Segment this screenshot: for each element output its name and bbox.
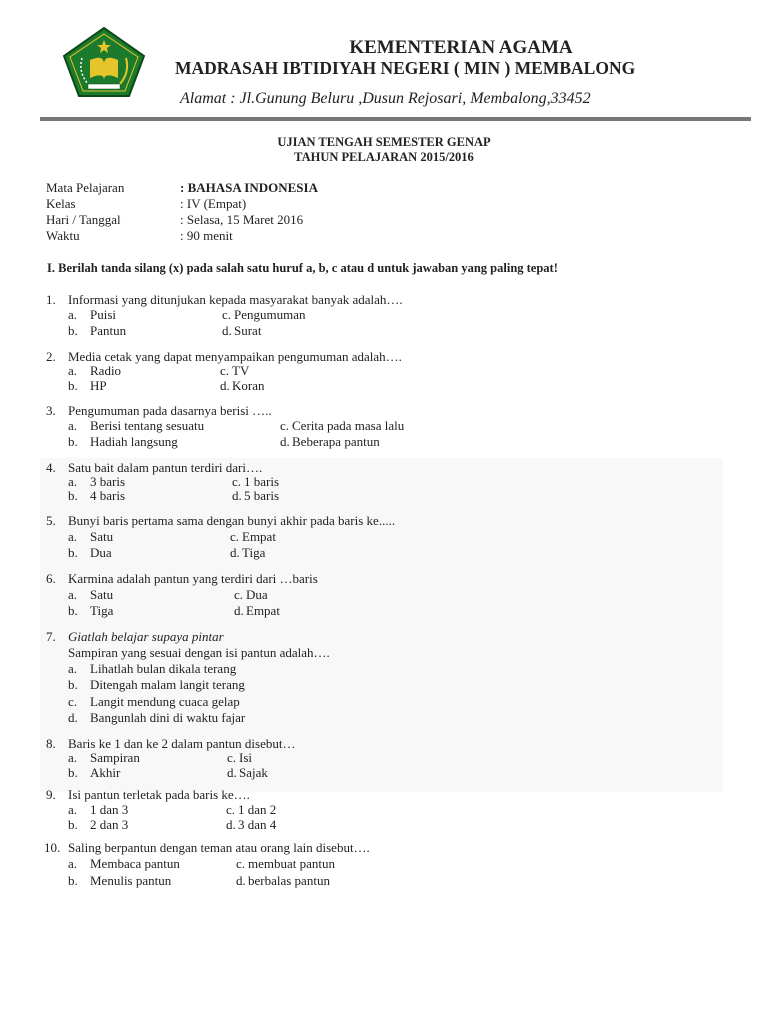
option-text: 1 baris [244,474,280,489]
option-letter: c. [230,529,240,544]
option-letter: c. [234,587,244,602]
option-text: Lihatlah bulan dikala terang [90,661,237,676]
option-letter: b. [68,545,78,560]
option-text: 1 dan 2 [238,802,277,817]
info-label: Mata Pelajaran [46,180,125,195]
option-letter: c. [227,750,237,765]
question-number: 1. [46,292,56,307]
option-text: Langit mendung cuaca gelap [90,694,240,709]
option-letter: c. [232,474,242,489]
option-letter: a. [68,856,78,871]
question-number: 6. [46,571,56,586]
option-letter: b. [68,765,78,780]
header-divider [40,117,751,121]
info-label: Hari / Tanggal [46,212,121,227]
option-letter: a. [68,418,78,433]
option-letter: c. [68,694,78,709]
question-stem: Baris ke 1 dan ke 2 dalam pantun disebut… [68,736,296,751]
option-text: Hadiah langsung [90,434,178,449]
option-letter: d. [280,434,290,449]
option-text: HP [90,378,107,393]
option-text: Beberapa pantun [292,434,380,449]
option-text: berbalas pantun [248,873,330,888]
option-text: 4 baris [90,488,126,503]
option-letter: b. [68,488,78,503]
option-letter: a. [68,529,78,544]
option-letter: c. [222,307,232,322]
option-text: Cerita pada masa lalu [292,418,405,433]
question-stem: Giatlah belajar supaya pintar [68,629,224,644]
option-letter: c. [220,363,230,378]
question-number: 5. [46,513,56,528]
ministry-title: KEMENTERIAN AGAMA [349,37,573,58]
option-text: Pantun [90,323,127,338]
option-text: Bangunlah dini di waktu fajar [90,710,246,725]
option-text: Tiga [90,603,114,618]
option-letter: b. [68,323,78,338]
option-letter: b. [68,677,78,692]
question-number: 2. [46,349,56,364]
option-letter: b. [68,603,78,618]
option-text: Berisi tentang sesuatu [90,418,205,433]
option-letter: a. [68,307,78,322]
info-label: Kelas [46,196,76,211]
option-letter: a. [68,661,78,676]
option-text: Menulis pantun [90,873,172,888]
question-stem: Saling berpantun dengan teman atau orang lain disebut…. [68,840,370,855]
question-stem-2: Sampiran yang sesuai dengan isi pantun adalah…. [68,645,330,660]
option-letter: b. [68,873,78,888]
info-value: : BAHASA INDONESIA [180,180,318,195]
option-letter: a. [68,363,78,378]
question-number: 3. [46,403,56,418]
option-text: Tiga [242,545,266,560]
option-letter: b. [68,434,78,449]
option-text: 1 dan 3 [90,802,129,817]
question-number: 8. [46,736,56,751]
option-text: 3 baris [90,474,126,489]
info-value: : Selasa, 15 Maret 2016 [180,212,304,227]
info-value: : IV (Empat) [180,196,247,211]
option-letter: d. [220,378,230,393]
option-text: Surat [234,323,262,338]
option-letter: c. [280,418,290,433]
option-text: Satu [90,587,114,602]
question-number: 9. [46,787,56,802]
option-text: Sajak [239,765,268,780]
option-letter: d. [232,488,242,503]
option-letter: c. [226,802,236,817]
option-text: Dua [246,587,268,602]
option-letter: a. [68,474,78,489]
option-letter: d. [68,710,78,725]
option-letter: d. [227,765,237,780]
option-letter: d. [234,603,244,618]
option-letter: d. [230,545,240,560]
option-letter: d. [236,873,246,888]
option-text: 3 dan 4 [238,817,277,832]
question-stem: Pengumuman pada dasarnya berisi ….. [68,403,272,418]
option-text: Akhir [90,765,121,780]
option-letter: a. [68,587,78,602]
option-text: Koran [232,378,265,393]
option-text: Empat [242,529,276,544]
option-text: 5 baris [244,488,280,503]
option-text: membuat pantun [248,856,336,871]
option-text: Isi [239,750,252,765]
option-text: TV [232,363,250,378]
option-text: Pengumuman [234,307,306,322]
question-number: 10. [44,840,61,855]
question-stem: Isi pantun terletak pada baris ke…. [68,787,250,802]
question-stem: Informasi yang ditunjukan kepada masyarakat banyak adalah…. [68,292,403,307]
exam-year: TAHUN PELAJARAN 2015/2016 [294,150,474,164]
option-text: Membaca pantun [90,856,180,871]
option-letter: b. [68,817,78,832]
option-text: Satu [90,529,114,544]
kemenag-logo-icon [62,26,146,98]
info-value: : 90 menit [180,228,233,243]
option-letter: d. [222,323,232,338]
info-label: Waktu [46,228,80,243]
question-stem: Satu bait dalam pantun terdiri dari…. [68,460,263,475]
question-number: 4. [46,460,56,475]
question-stem: Karmina adalah pantun yang terdiri dari …baris [68,571,318,586]
option-letter: b. [68,378,78,393]
instruction: I. Berilah tanda silang (x) pada salah satu huruf a, b, c atau d untuk jawaban yang paling tepat! [47,261,558,275]
option-letter: a. [68,750,78,765]
exam-title: UJIAN TENGAH SEMESTER GENAP [277,135,491,149]
option-letter: c. [236,856,246,871]
question-stem: Media cetak yang dapat menyampaikan pengumuman adalah…. [68,349,402,364]
option-text: 2 dan 3 [90,817,129,832]
option-text: Radio [90,363,122,378]
option-letter: a. [68,802,78,817]
question-number: 7. [46,629,56,644]
option-text: Ditengah malam langit terang [90,677,245,692]
option-text: Puisi [90,307,117,322]
option-text: Dua [90,545,112,560]
option-text: Empat [246,603,280,618]
school-address: Alamat : Jl.Gunung Beluru ,Dusun Rejosari, Membalong,33452 [180,90,591,107]
question-stem: Bunyi baris pertama sama dengan bunyi akhir pada baris ke..... [68,513,396,528]
option-text: Sampiran [90,750,140,765]
school-name: MADRASAH IBTIDIYAH NEGERI ( MIN ) MEMBALONG [175,58,636,78]
option-letter: d. [226,817,236,832]
